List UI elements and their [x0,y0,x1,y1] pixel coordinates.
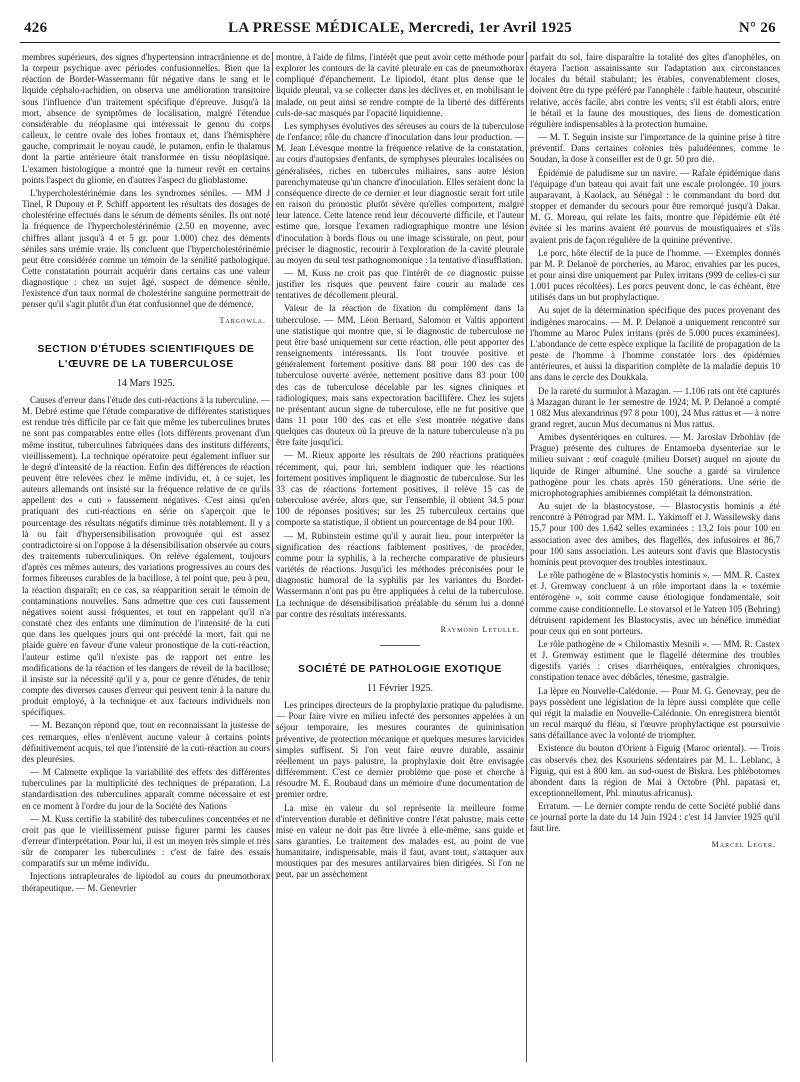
column-rule-left [272,52,273,1062]
paragraph: Injections intrapleurales de lipiodol au cours du pneumothorax thérapeutique. — M. Genevrier [22,871,270,893]
paragraph: — M. Kuss certifie la stabilité des tuberculines concentrées et ne croit pas que le vieillissement puisse figurer parmi les causes d'erreur d'interprétation. Pour lui, il est un moyen très simple et très sûr de comparer les tuberculines : c'est de faire des essais comparatifs sur un même individu. [22,813,270,869]
column-2 [276,52,524,1072]
paragraph: La lèpre en Nouvelle-Calédonie. — Pour M. G. Genevray, peu de pays possèdent une législation de la lèpre aussi complète que celle qui régit la maladie en Nouvelle-Calédonie. On enregistrera bientôt un recul marqué du fléau, si l'œuvre prophylactique est poursuivie sans défaillance avec la volonté de triompher. [530,685,780,741]
paragraph: — M. Bezançon répond que, tout en reconnaissant la justesse de ces remarques, elles n'enlèvent aucune valeur à certains points définitivement acquis, tel que l'intensité de la cuti-réaction au cours des pleurésies. [22,720,270,764]
paragraph: Au sujet de la blastocystose. — Blastocystis hominis a été rencontré à Pétrograd par MM. L. Yakimoff et J. Wassilewsky dans 15,7 pour 100 des 1.642 selles examinées : 13,2 fois pour 100 en association avec des amibes, des flagellés, des infusoires et 86,7 pour 100 sans association. Les auteurs sont d'avis que Blastocystis hominis peut provoquer des troubles intestinaux. [530,501,780,567]
paragraph: Amibes dysentériques en cultures. — M. Jaroslav Drbohlav (de Prague) présente des cultures de Entamoeba dysenteriae sur le milieu suivant : œuf coagulé (milieu Dorset) auquel on ajoute du liquide de Ringer albuminé. Une souche a gardé sa virulence pathogène pour les chats après 150 générations. Une série de microphotographies amibiennes complétait la démonstration. [530,432,780,498]
journal-title: LA PRESSE MÉDICALE, Mercredi, 1er Avril 1925 [228,20,572,36]
paragraph: La mise en valeur du sol représente la meilleure forme d'intervention durable et définitive contre l'état palustre, mais cette mise en valeur ne doit pas être livrée à elle-même, sans guide et sans garanties. Le traitement des malades est, au point de vue humanitaire, indispensable, mais il faut, avant tout, s'attaquer aux moustiques par des mesures antilarvaires bien dirigées. Si l'on ne peut, par un assèchement [276,802,524,880]
signature: Raymond Letulle. [440,624,520,634]
column-1 [22,52,270,1072]
paragraph: Les symphyses évolutives des séreuses au cours de la tuberculose de l'enfance; rôle du chancre d'inoculation dans leur production. — M. Jean Lévesque montre la fréquence relative de la constatation, au cours d'autopsies d'enfants, de symphyses pleurales localisées ou généralisées, riches en tubercules miliaires, sans autre lésion parenchymateuse qu'un chancre d'inoculation. Elles seraient donc la conséquence directe de ce dernier et leur diagnostic serait fort utile en raison du pronostic plutôt sévère qu'elles comportent, malgré leur latence. Cette latence rend leur découverte difficile, et l'auteur estime que, lorsque l'examen radiographique montre une lésion d'inoculation à bords flous ou une image scissurale, on peut, pour préciser le diagnostic, recourir à l'exploration de la cavité pleurale au moyen du seul test pathognomonique : la tentative d'insufflation. [276,120,524,265]
session-date: 11 Février 1925. [366,682,433,694]
paragraph: membres supérieurs, des signes d'hypertension intracrânienne et de la torpeur psychique avec périodes confusionnelles. Bien que la réaction de Bordet-Wassermann fût négative dans le sang et le liquide céphalo-rachidien, on observa une amélioration transitoire sous l'influence d'un traitement spécifique d'épreuve. Jusqu'à la mort, absence de symptômes de localisation, malgré l'étendue considérable du néoplasme qui intéressait le genou du corps calleux, le centre ovale des lobes frontaux et, dans l'hémisphère gauche, comprimait le noyau caudé, le putamen, enfin le thalamus dont la partie antérieure était transformée en tissu néoplasique. L'examen histologique a montré que la tumeur revêt en certains points l'aspect du gliome, en d'autres l'aspect du glioblastome. [22,52,270,185]
paragraph: Valeur de la réaction de fixation du complément dans la tuberculose. — MM. Léon Bernard, Salomon et Valtis apportent une statistique qui montre que, si le diagnostic de tuberculose ne peut être basé uniquement sur cette réaction, elle peut apporter des renseignements intéressants. Ils l'ont trouvée positive et généralement fortement positive dans 88 pour 100 des cas de tuberculose ouverte avérée, nettement positive dans 83 pour 100 des cas de tuberculose décelable par les signes cliniques et radiologiques, mais sans expectoration bacillifère. Chez les sujets ne présentant aucun signe de tuberculose, elle ne fut positive que dans 11 pour 100 des cas et elle s'est montrée négative dans quelques cas douteux où la preuve de la nature tuberculeuse n'a pu être faite jusqu'ici. [276,303,524,448]
page-number: 426 [24,20,48,36]
signature: Marcel Leger. [711,839,776,849]
paragraph: Au sujet de la détermination spécifique des puces provenant des indigènes marocains. — M. P. Delanoë a uniquement rencontré sur l'homme au Maroc Pulex irritans (près de 5.000 puces examinées). L'abondance de cette espèce explique la facilité de propagation de la peste de l'homme à l'homme constatée lors des épidémies antérieures, et aussi la disparition complète de la maladie depuis 10 ans dans le cercle des Doukkala. [530,305,780,383]
paragraph: Le porc, hôte électif de la puce de l'homme. — Exemples donnés par M. P. Delanoë de porcheries, au Maroc, envahies par les puces, et pour ainsi dire uniquement par Pulex irritans (999 de celles-ci sur 1.001 puces récoltées). Les porcs peuvent donc, le cas échéant, être utilisés dans un but prophylactique. [530,247,780,303]
issue-number: N° 26 [738,20,776,36]
paragraph: L'hypercholestérinémie dans les syndromes séniles. — MM J Tinel, R Dupouy et P. Schiff apportent les résultats des dosages de cholestérine effectués dans le sérum de déments séniles. Ils ont noté la fréquence de l'hypercholestérinémie (2.50 en moyenne, avec chiffres allant jusqu'à 4 et 5 gr. pour 1.000) chez des déments séniles sans urémie vraie. Ils concluent que l'hypercholestérinémie peut être considérée comme un témoin de la sénilité pathologique. Cette constatation pourrait acquérir dans certains cas une valeur diagnostique : chez un sujet âgé, suspect de démence sénile, l'existence d'un taux normal de cholestérine sanguine permettrait de penser qu'il s'agit plutôt d'un état confusionnel que de démence. [22,187,270,310]
column-3 [530,52,780,1072]
paragraph: — M Calmette explique la variabilité des effets des différentes tuberculines par la multiplicité des techniques de préparation. La standardisation des tuberculines apparaît comme nécessaire et est en ce moment à l'ordre du jour de la Société des Nations [22,767,270,811]
section-heading: SOCIÉTÉ DE PATHOLOGIE EXOTIQUE [298,663,502,675]
signature: Targowla. [219,315,266,325]
paragraph: — M. Rieux apporte les résultats de 200 réactions pratiquées récemment, qui, pour lui, semblent indiquer que les réactions fortement positives impliquent le diagnostic de tuberculose. Sur les 33 cas de réactions fortement positives, il relève 15 cas de tuberculose avérée, alors que, sur l'ensemble, il obtient 34.5 pour 100 de réponses positives; sur les 25 tuberculeux certains que comporte sa statistique, il obtient un pourcentage de 84 pour 100. [276,450,524,528]
paragraph: Les principes directeurs de la prophylaxie pratique du paludisme. — Pour faire vivre en milieu infecté des personnes appelées à un séjour temporaire, les mesures courantes de quininisation préventive, de protection mécanique et quelques mesures larvicides simples suffisent. Si l'on veut faire œuvre durable, assainir réellement un pays palustre, la prophylaxie doit être envisagée différemment. C'est ce dernier problème que pose et cherche à résoudre M. E. Roubaud dans un mémoire d'une documentation de premier ordre. [276,700,524,800]
paragraph: Le rôle pathogène de « Chilomastix Mesnili ». — MM. R. Castex et J. Gremway estiment que le flagellé détermine des troubles digestifs variés : crises diarrhéiques, entéralgies chroniques, constipation tenace avec débâcles, ténesme, gastralgie. [530,638,780,683]
paragraph: De la rareté du surmulot à Mazagan. — 1.106 rats ont été capturés à Mazagan durant le 1er semestre de 1924; M. P. Delanoë a compté 1 082 Mus alexandrinus (97 8 pour 100), 24 Mus rattus et — à notre grand regret, aucun Mus decumanus ni Mus rattus. [530,385,780,429]
column-rule-right [526,52,527,1062]
divider [380,645,420,646]
paragraph: — M. Kuss ne croit pas que l'intérêt de ce diagnostic puisse justifier les risques que peuvent faire courir au malade ces tentatives de décollement pleural. [276,267,524,301]
paragraph: Le rôle pathogène de « Blastocystis hominis ». — MM. R. Castex et J. Gremway concluent à un rôle important dans la « toxémie entérogène », soit comme cause étiologique fondamentale, soit comme cause conditionnelle. Le stovarsol et le Yatren 105 (Behring) détruisent rapidement les Blastocystis, avec un bénéfice immédiat pour ceux qui en sont porteurs. [530,570,780,636]
paragraph: Existence du bouton d'Orient à Figuig (Maroc oriental). — Trois cas observés chez des Ksouriens sédentaires par M. L. Leblanc, à Figuig, qui est à 800 km. au sud-ouest de Biskra. Les phlébotomes abondent dans la région de Mai à Octobre (Phl. papatasi et, exceptionnellement, Phl. minutus africanus). [530,743,780,798]
paragraph: parfait du sol, faire disparaître la totalité des gîtes d'anophèles, on étayera l'action assainissante sur l'adaptation aux circonstances locales du bétail stabulant; les étables, convenablement closes, doivent être du type préféré par l'anophèle : faible hauteur, obscurité relative, accès facile, abri contre les vents; s'il est établi alors, entre le bétail et la faune des moustiques, des liens de domestication régulière indispensables à la protection humaine. [530,52,780,129]
page-header [20,16,780,43]
paragraph: Épidémie de paludisme sur un navire. — Rafale épidémique dans l'équipage d'un bateau qui avait fait une escale prolongée. 10 jours auparavant, à Kaolack, au Sénégal : le commandant du bord dut stopper et demander du secours pour être remorqué jusqu'à Dakar. M. G. Moreau, qui relate les faits, montre que l'épidémie eût été évitée si les marins avaient été pourvus de moustiquaires et s'ils avaient pris de façon régulière de la quinine préventive. [530,167,780,245]
paragraph: — M. Rubinstein estime qu'il y aurait lieu, pour interpréter la signification des réactions faiblement positives, de procéder, comme pour la syphilis, à la recherche comparative de plusieurs variétés de réactions. Jusqu'ici les méthodes préconisées pour le diagnostic humoral de la syphilis par les variantes du Bordet-Wassermann n'ont pas pu être appliquées à celui de la tuberculose. La technique de désensibilisation préalable du sérum lui a donné par contre des résultats intéressants. [276,530,524,619]
section-heading: SECTION D'ÉTUDES SCIENTIFIQUES DE L'ŒUVRE DE LA TUBERCULOSE [37,343,255,370]
paragraph: Causes d'erreur dans l'étude des cuti-réactions à la tuberculine. — M. Debré estime que l'étude comparative de différentes statistiques est rendue très difficile par ce fait que même les tuberculines brutes ne sont pas comparables entre elles (lots différents provenant d'un même institut, tuberculines fabriquées dans des instituts différents, vieillissement). La technique opératoire peut également influer sur le degré d'intensité de la réaction. Enfin des différences de réaction peuvent être relevées chez le même individu, et, à ce sujet, les auteurs allemands ont insisté sur la fréquence relative de ce qu'ils appellent des « cuti » faussement négatives. C'est ainsi qu'en pratiquant des cuti-réactions en série on s'aperçoit que le pourcentage des résultats négatifs diminue très notablement. Il y a là ou fait d'hypersensibilisation provoquée qui est assez contradictoire si on l'oppose à la désensibilisation observée au cours des traitements tuberculiniques. On relève également, toujours d'après ces mêmes auteurs, des variations progressives au cours des formes fibreuses curables de la bacillose, à tel point que, peu à peu, la réaction disparaît; en ce cas, sa réapparition serait le témoin de contaminations nouvelles. Sans admettre que ces cuti faussement négatives soient aussi fréquentes, et tout en rappelant qu'il n'a constaté chez des enfants une diminution de l'intensité de la cuti que dans les quelques jours qui ont précédé la mort, fait qui ne plaide guère en faveur d'une valeur pronostique de la cuti-réaction, l'auteur estime qu'il n'existe pas de rapport net entre les modifications de la réaction et les dangers de réveil de la bacillose; il insiste sur la nécessité qu'il y a, pour ce genre d'études, de tenir compte des diverses causes d'erreur qui peuvent tenir à la nature du produit employé, à la technique et aux facteurs individuels non spécifiques. [22,394,270,718]
paragraph: — M. T. Seguin insiste sur l'importance de la quinine prise à titre préventif. Dans certaines colonies très paludéennes, comme le Soudan, la dose à conseiller est de 0 gr. 50 pro die. [530,132,780,165]
paragraph: Erratum. — Le dernier compte rendu de cette Société publié dans ce journal porte la date du 14 Juin 1924 : c'est 14 Janvier 1925 qu'il faut lire. [530,801,780,834]
session-date: 14 Mars 1925. [116,377,176,389]
paragraph: montre, à l'aide de films, l'intérêt que peut avoir cette méthode pour explorer les contours de la cavité pleurale en cas de pneumothorax compliqué d'épanchement. Le lipiodol, étant plus dense que le liquide pleural, va se collecter dans les déclives et, en mobilisant le malade, on peut ainsi se rendre compte de la liberté des différents culs-de-sac masqués par l'opacité liquidienne. [276,52,524,118]
